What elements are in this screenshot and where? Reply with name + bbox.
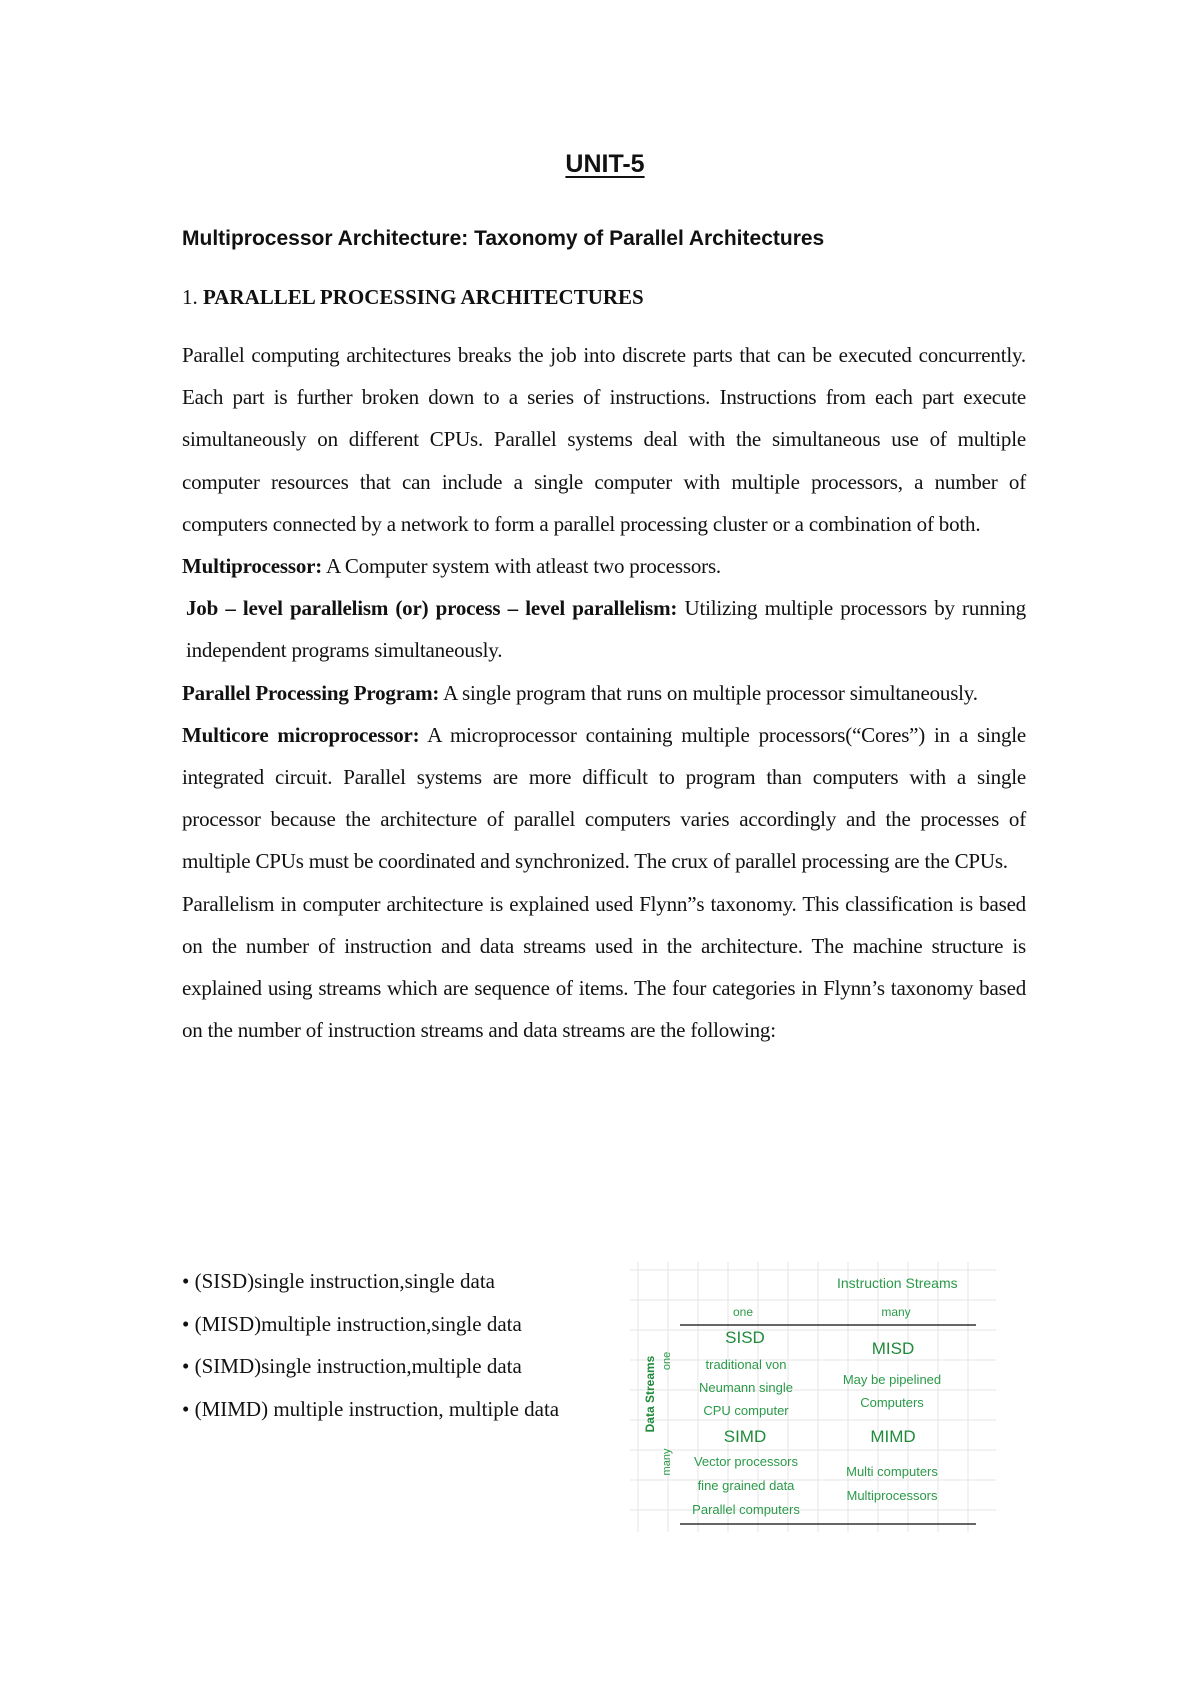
- list-item: • (SISD)single instruction,single data: [182, 1269, 495, 1293]
- row-label-one: one: [661, 1351, 673, 1371]
- definition-multiprocessor: [182, 545, 1026, 587]
- flynn-diagram-svg: [630, 1262, 996, 1532]
- cell-heading: SIMD: [723, 1427, 767, 1446]
- definition-multicore-microprocessor: [182, 714, 1026, 883]
- cell-line: Computers: [860, 1395, 924, 1410]
- definition-text: A microprocessor containing multiple processors(“Cores”) in a single integrated circuit. Parallel systems are more difficult to program than computers with a single processor because the architecture of parallel computers varies accordingly and the processes of multiple CPUs must be coordinated and synchronized. The crux of parallel processing are the CPUs.: [182, 722, 1026, 874]
- definition-term: Parallel Processing Program:: [182, 680, 440, 705]
- list-item: • (MIMD) multiple instruction, multiple data: [182, 1396, 560, 1421]
- cell-line: Parallel computers: [692, 1502, 800, 1517]
- definition-term: Multiprocessor:: [182, 554, 323, 579]
- cell-heading: MIMD: [870, 1427, 916, 1446]
- definition-term: Job – level parallelism (or) process – level parallelism:: [186, 596, 678, 621]
- cell-mimd: [846, 1427, 938, 1503]
- column-label-many: many: [881, 1305, 911, 1319]
- body-text: [182, 334, 1026, 1051]
- definition-text: A single program that runs on multiple processor simultaneously.: [439, 680, 978, 705]
- background-grid: [630, 1262, 996, 1532]
- cell-line: Neumann single: [699, 1380, 793, 1395]
- subsection-heading: [182, 285, 644, 310]
- cell-misd: [843, 1339, 941, 1410]
- list-item: • (MISD)multiple instruction,single data: [182, 1311, 522, 1336]
- definition-job-level-parallelism: [182, 587, 1026, 671]
- subsection-title: PARALLEL PROCESSING ARCHITECTURES: [203, 285, 644, 309]
- definition-term: Multicore microprocessor:: [182, 722, 420, 747]
- cell-line: CPU computer: [703, 1403, 789, 1418]
- paragraph-flynn: Parallelism in computer architecture is explained used Flynn”s taxonomy. This classification is based on the number of instruction and data streams used in the architecture. The machine structure is explained using streams which are sequence of items. The four categories in Flynn’s taxonomy based on the number of instruction streams and data streams are the following:: [182, 891, 1026, 1043]
- list-item: • (SIMD)single instruction,multiple data: [182, 1354, 522, 1378]
- paragraph-intro: Parallel computing architectures breaks the job into discrete parts that can be executed concurrently. Each part is further broken down to a series of instructions. Instructions from each part execute simultaneously on different CPUs. Parallel systems deal with the simultaneous use of multiple computer resources that can include a single computer with multiple processors, a number of computers connected by a network to form a parallel processing cluster or a combination of both.: [182, 343, 1026, 536]
- cell-sisd: [699, 1328, 793, 1418]
- instruction-streams-label: Instruction Streams: [837, 1275, 958, 1291]
- section-heading: Multiprocessor Architecture: Taxonomy of Parallel Architectures: [182, 227, 825, 250]
- definition-text: Utilizing multiple processors by running independent programs simultaneously.: [186, 596, 1026, 663]
- definition-parallel-processing-program: [182, 672, 1026, 714]
- definition-text: A Computer system with atleast two processors.: [322, 554, 721, 579]
- flynn-category-list: [182, 1260, 607, 1430]
- column-label-one: one: [732, 1305, 754, 1319]
- subsection-number: 1.: [182, 285, 198, 309]
- flynn-taxonomy-diagram: [630, 1262, 996, 1532]
- unit-title: UNIT-5: [565, 150, 645, 178]
- row-label-many: many: [661, 1448, 673, 1476]
- cell-line: traditional von: [705, 1357, 787, 1372]
- data-streams-label: Data Streams: [643, 1355, 657, 1433]
- cell-heading: MISD: [871, 1339, 915, 1358]
- cell-heading: SISD: [725, 1328, 765, 1347]
- cell-line: fine grained data: [697, 1478, 795, 1493]
- cell-line: Multiprocessors: [846, 1488, 938, 1503]
- cell-line: May be pipelined: [842, 1372, 942, 1387]
- cell-simd: [692, 1427, 800, 1517]
- cell-line: Multi computers: [846, 1464, 938, 1479]
- cell-line: Vector processors: [693, 1454, 799, 1469]
